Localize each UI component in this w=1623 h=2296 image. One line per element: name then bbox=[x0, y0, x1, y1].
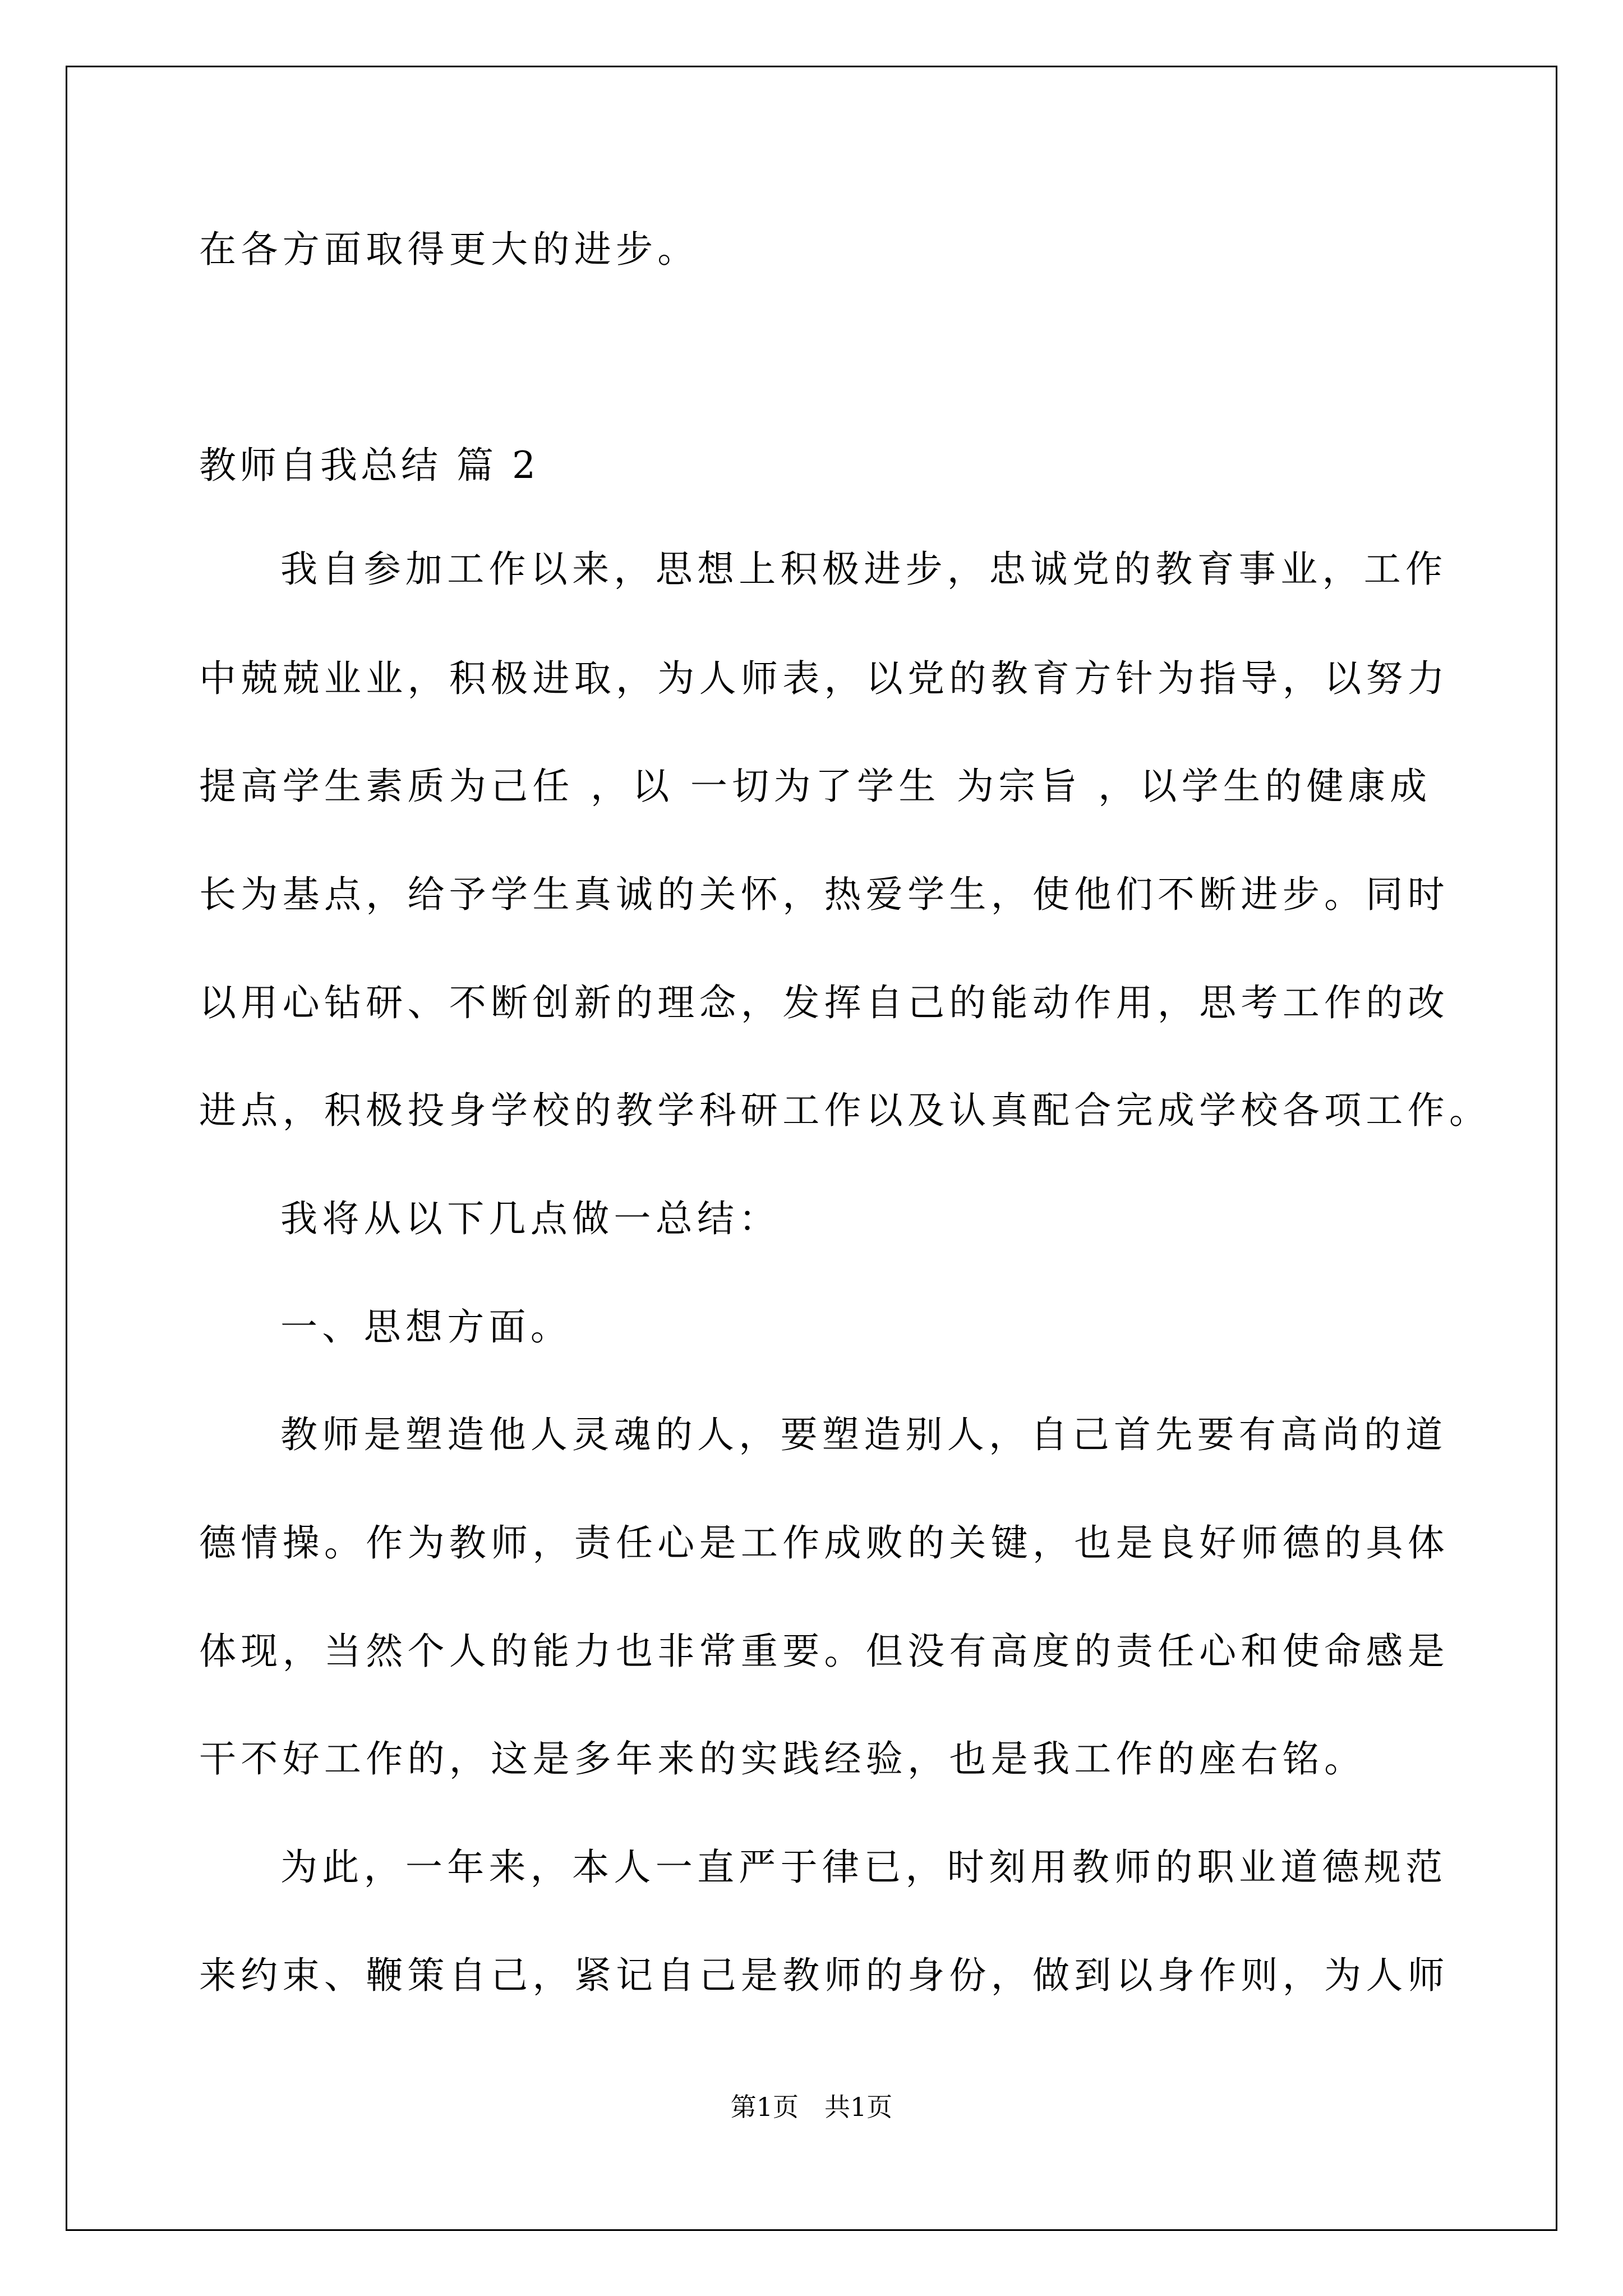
text-line: 德情操。作为教师，责任心是工作成败的关键，也是良好师德的具体 bbox=[199, 1521, 1449, 1565]
text-line: 干不好工作的，这是多年来的实践经验，也是我工作的座右铭。 bbox=[199, 1737, 1366, 1780]
text-line: 中兢兢业业，积极进取，为人师表，以党的教育方针为指导，以努力 bbox=[199, 657, 1449, 700]
text-line: 提高学生素质为己任 ，以 一切为了学生 为宗旨 ，以学生的健康成 bbox=[199, 765, 1432, 808]
page-number: 第1页 共1页 bbox=[730, 2092, 893, 2122]
text-line: 体现，当然个人的能力也非常重要。但没有高度的责任心和使命感是 bbox=[199, 1630, 1449, 1673]
text-line: 进点，积极投身学校的教学科研工作以及认真配合完成学校各项工作。 bbox=[199, 1089, 1491, 1132]
text-line: 我自参加工作以来，思想上积极进步，忠诚党的教育事业，工作 bbox=[280, 547, 1447, 591]
section-heading: 教师自我总结 篇 2 bbox=[199, 444, 539, 487]
text-line: 教师是塑造他人灵魂的人，要塑造别人，自己首先要有高尚的道 bbox=[280, 1413, 1447, 1456]
text-line: 以用心钻研、不断创新的理念，发挥自己的能动作用，思考工作的改 bbox=[199, 981, 1449, 1024]
text-line: 长为基点，给予学生真诚的关怀，热爱学生，使他们不断进步。同时 bbox=[199, 873, 1449, 916]
text-line: 一、思想方面。 bbox=[280, 1305, 573, 1349]
page-border bbox=[66, 66, 1557, 2231]
text-line: 来约束、鞭策自己，紧记自己是教师的身份，做到以身作则，为人师 bbox=[199, 1954, 1449, 1997]
text-line: 为此，一年来，本人一直严于律已，时刻用教师的职业道德规范 bbox=[280, 1846, 1447, 1889]
text-line: 我将从以下几点做一总结： bbox=[280, 1197, 781, 1240]
text-line: 在各方面取得更大的进步。 bbox=[199, 228, 699, 271]
